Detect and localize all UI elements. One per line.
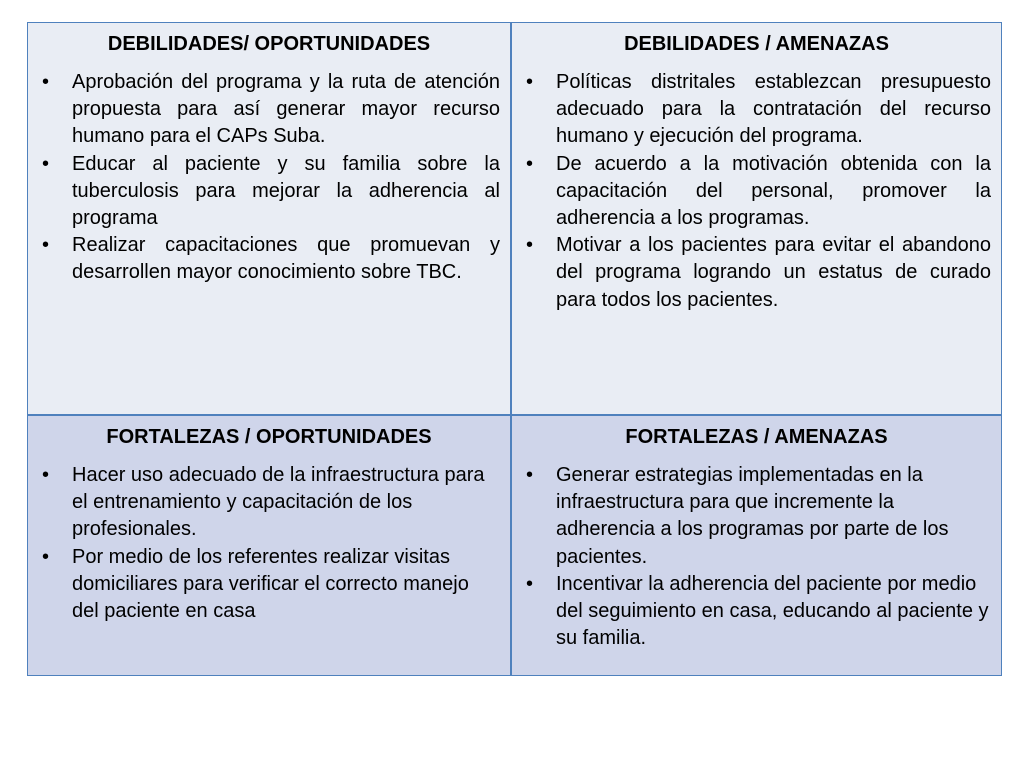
list-item-text: Hacer uso adecuado de la infraestructura para el entrenamiento y capacitación de los profesionales.	[72, 464, 485, 541]
list-item	[522, 69, 991, 151]
bullet-icon: •	[526, 234, 534, 257]
quadrant-title: FORTALEZAS / AMENAZAS	[625, 426, 888, 448]
bullet-icon: •	[42, 71, 50, 93]
bullet-icon: •	[42, 545, 50, 568]
list-item-text: Realizar capacitaciones que promuevan y desarrollen mayor conocimiento sobre TBC.	[72, 234, 500, 284]
list-item	[38, 69, 500, 151]
bullet-icon: •	[42, 234, 50, 257]
list-item	[38, 151, 500, 233]
strategy-list	[38, 69, 500, 287]
quadrant-fortalezas-amenazas	[512, 416, 1001, 675]
list-item-text: Generar estrategias implementadas en la infraestructura para que incremente la adherencia a los programas por parte de los pacientes.	[556, 464, 949, 568]
bullet-icon: •	[526, 152, 534, 175]
list-item-text: Incentivar la adherencia del paciente por medio del seguimiento en casa, educando al paciente y su familia.	[556, 572, 989, 650]
strategy-list	[38, 462, 500, 625]
list-item	[522, 232, 991, 314]
list-item	[522, 571, 991, 653]
quadrant-title: DEBILIDADES / AMENAZAS	[624, 33, 889, 55]
list-item-text: Políticas distritales establezcan presupuesto adecuado para la contratación del recurso humano y ejecución del programa.	[556, 71, 991, 148]
quadrant-debilidades-amenazas	[512, 23, 1001, 416]
list-item	[38, 232, 500, 286]
list-item	[38, 544, 500, 626]
list-item	[38, 462, 500, 544]
bullet-icon: •	[42, 464, 50, 486]
list-item-text: De acuerdo a la motivación obtenida con la capacitación del personal, promover la adherencia a los programas.	[556, 152, 991, 230]
list-item-text: Educar al paciente y su familia sobre la tuberculosis para mejorar la adherencia al programa	[72, 152, 500, 230]
bullet-icon: •	[42, 152, 50, 175]
bullet-icon: •	[526, 572, 534, 595]
bullet-icon: •	[526, 464, 534, 486]
quadrant-title: DEBILIDADES/ OPORTUNIDADES	[107, 33, 431, 55]
quadrant-title: FORTALEZAS / OPORTUNIDADES	[106, 426, 432, 448]
list-item-text: Por medio de los referentes realizar visitas domiciliares para verificar el correcto manejo del paciente en casa	[72, 545, 469, 623]
strategy-list	[522, 462, 991, 652]
list-item-text: Aprobación del programa y la ruta de atención propuesta para así generar mayor recurso humano para el CAPs Suba.	[72, 71, 500, 148]
quadrant-fortalezas-oportunidades	[28, 416, 512, 675]
list-item	[522, 151, 991, 233]
list-item-text: Motivar a los pacientes para evitar el abandono del programa logrando un estatus de curado para todos los pacientes.	[556, 234, 991, 311]
bullet-icon: •	[526, 71, 534, 93]
swot-matrix-table	[27, 22, 1002, 676]
quadrant-debilidades-oportunidades	[28, 23, 512, 416]
list-item	[522, 462, 991, 571]
strategy-list	[522, 69, 991, 314]
